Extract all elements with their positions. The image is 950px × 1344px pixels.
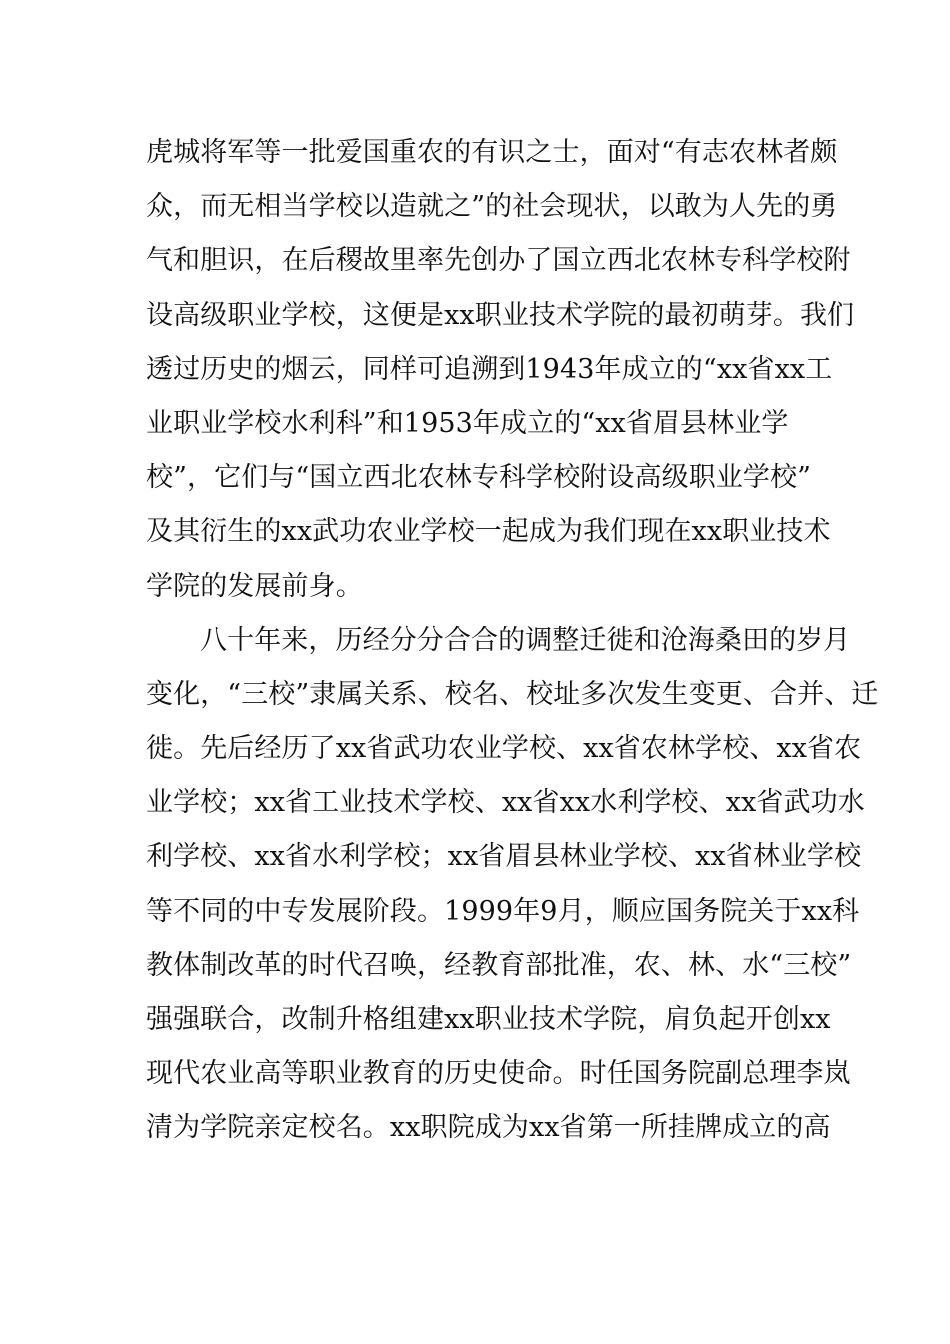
text-line: 变化，“三校”隶属关系、校名、校址多次发生变更、合并、迁 — [146, 678, 879, 710]
text-line: 教体制改革的时代召唤，经教育部批准，农、林、水“三校” — [146, 949, 852, 981]
text-line: 清为学院亲定校名。xx职院成为xx省第一所挂牌成立的高 — [146, 1112, 831, 1144]
text-line: 业学校；xx省工业技术学校、xx省xx水利学校、xx省武功水 — [146, 787, 865, 819]
text-line: 虎城将军等一批爱国重农的有识之士，面对“有志农林者颇 — [146, 137, 838, 168]
text-line: 透过历史的烟云，同样可追溯到1943年成立的“xx省xx工 — [146, 353, 833, 385]
text-line: 利学校、xx省水利学校；xx省眉县林业学校、xx省林业学校 — [146, 841, 862, 873]
text-line: 学院的发展前身。 — [146, 570, 363, 602]
text-line-indented: 八十年来，历经分分合合的调整迁徙和沧海桑田的岁月 — [200, 624, 851, 656]
text-line: 现代农业高等职业教育的历史使命。时任国务院副总理李岚 — [146, 1058, 851, 1090]
text-line: 等不同的中专发展阶段。1999年9月，顺应国务院关于xx科 — [146, 895, 860, 927]
text-line: 徙。先后经历了xx省武功农业学校、xx省农林学校、xx省农 — [146, 733, 862, 765]
paragraph-2 — [146, 614, 879, 1156]
text-line: 设高级职业学校，这便是xx职业技术学院的最初萌芽。我们 — [146, 299, 855, 331]
text-line: 业职业学校水利科”和1953年成立的“xx省眉县林业学 — [146, 407, 789, 439]
body-text — [146, 126, 879, 1156]
text-line: 校”，它们与“国立西北农林专科学校附设高级职业学校” — [146, 462, 812, 494]
text-line: 众，而无相当学校以造就之”的社会现状，以敢为人先的勇 — [146, 191, 838, 223]
text-line: 及其衍生的xx武功农业学校一起成为我们现在xx职业技术 — [146, 516, 831, 548]
paragraph-1 — [146, 126, 855, 614]
text-line: 强强联合，改制升格组建xx职业技术学院，肩负起开创xx — [146, 1004, 831, 1035]
text-line: 气和胆识，在后稷故里率先创办了国立西北农林专科学校附 — [146, 245, 851, 277]
